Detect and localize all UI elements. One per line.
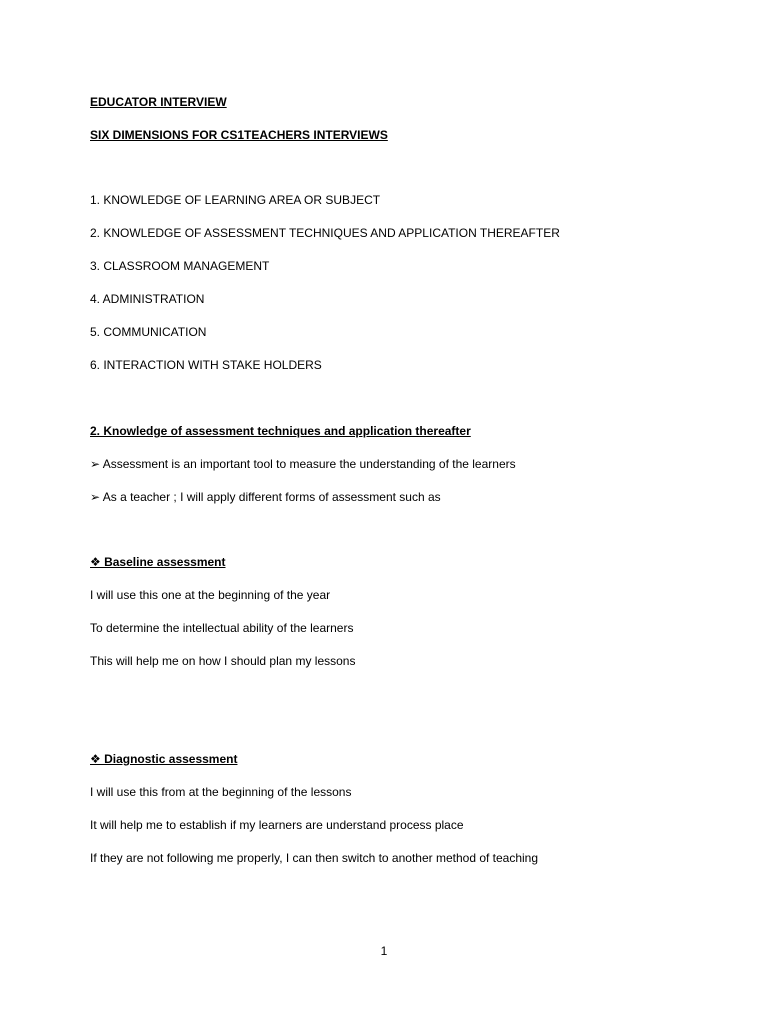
paragraph-line: It will help me to establish if my learners are understand process place xyxy=(90,818,464,832)
paragraph-line: If they are not following me properly, I can then switch to another method of teaching xyxy=(90,851,539,865)
bullet-item: ➢ As a teacher ; I will apply different forms of assessment such as xyxy=(90,490,441,504)
paragraph-line: I will use this from at the beginning of the lessons xyxy=(90,785,352,799)
list-item: 1. KNOWLEDGE OF LEARNING AREA OR SUBJECT xyxy=(90,193,381,207)
paragraph-line: To determine the intellectual ability of the learners xyxy=(90,621,354,635)
bullet-item: ➢ Assessment is an important tool to measure the understanding of the learners xyxy=(90,457,516,471)
section-heading: 2. Knowledge of assessment techniques and application thereafter xyxy=(90,424,471,438)
page-number: 1 xyxy=(380,944,388,958)
paragraph-line: I will use this one at the beginning of the year xyxy=(90,588,331,602)
list-item: 2. KNOWLEDGE OF ASSESSMENT TECHNIQUES AND APPLICATION THEREAFTER xyxy=(90,226,560,240)
paragraph-line: This will help me on how I should plan my lessons xyxy=(90,654,356,668)
baseline-heading: ❖ Baseline assessment xyxy=(90,555,226,569)
list-item: 3. CLASSROOM MANAGEMENT xyxy=(90,259,270,273)
diagnostic-heading: ❖ Diagnostic assessment xyxy=(90,752,238,766)
document-title: EDUCATOR INTERVIEW xyxy=(90,95,227,109)
list-item: 5. COMMUNICATION xyxy=(90,325,207,339)
list-item: 4. ADMINISTRATION xyxy=(90,292,205,306)
document-subtitle: SIX DIMENSIONS FOR CS1TEACHERS INTERVIEWS xyxy=(90,128,388,142)
list-item: 6. INTERACTION WITH STAKE HOLDERS xyxy=(90,358,322,372)
